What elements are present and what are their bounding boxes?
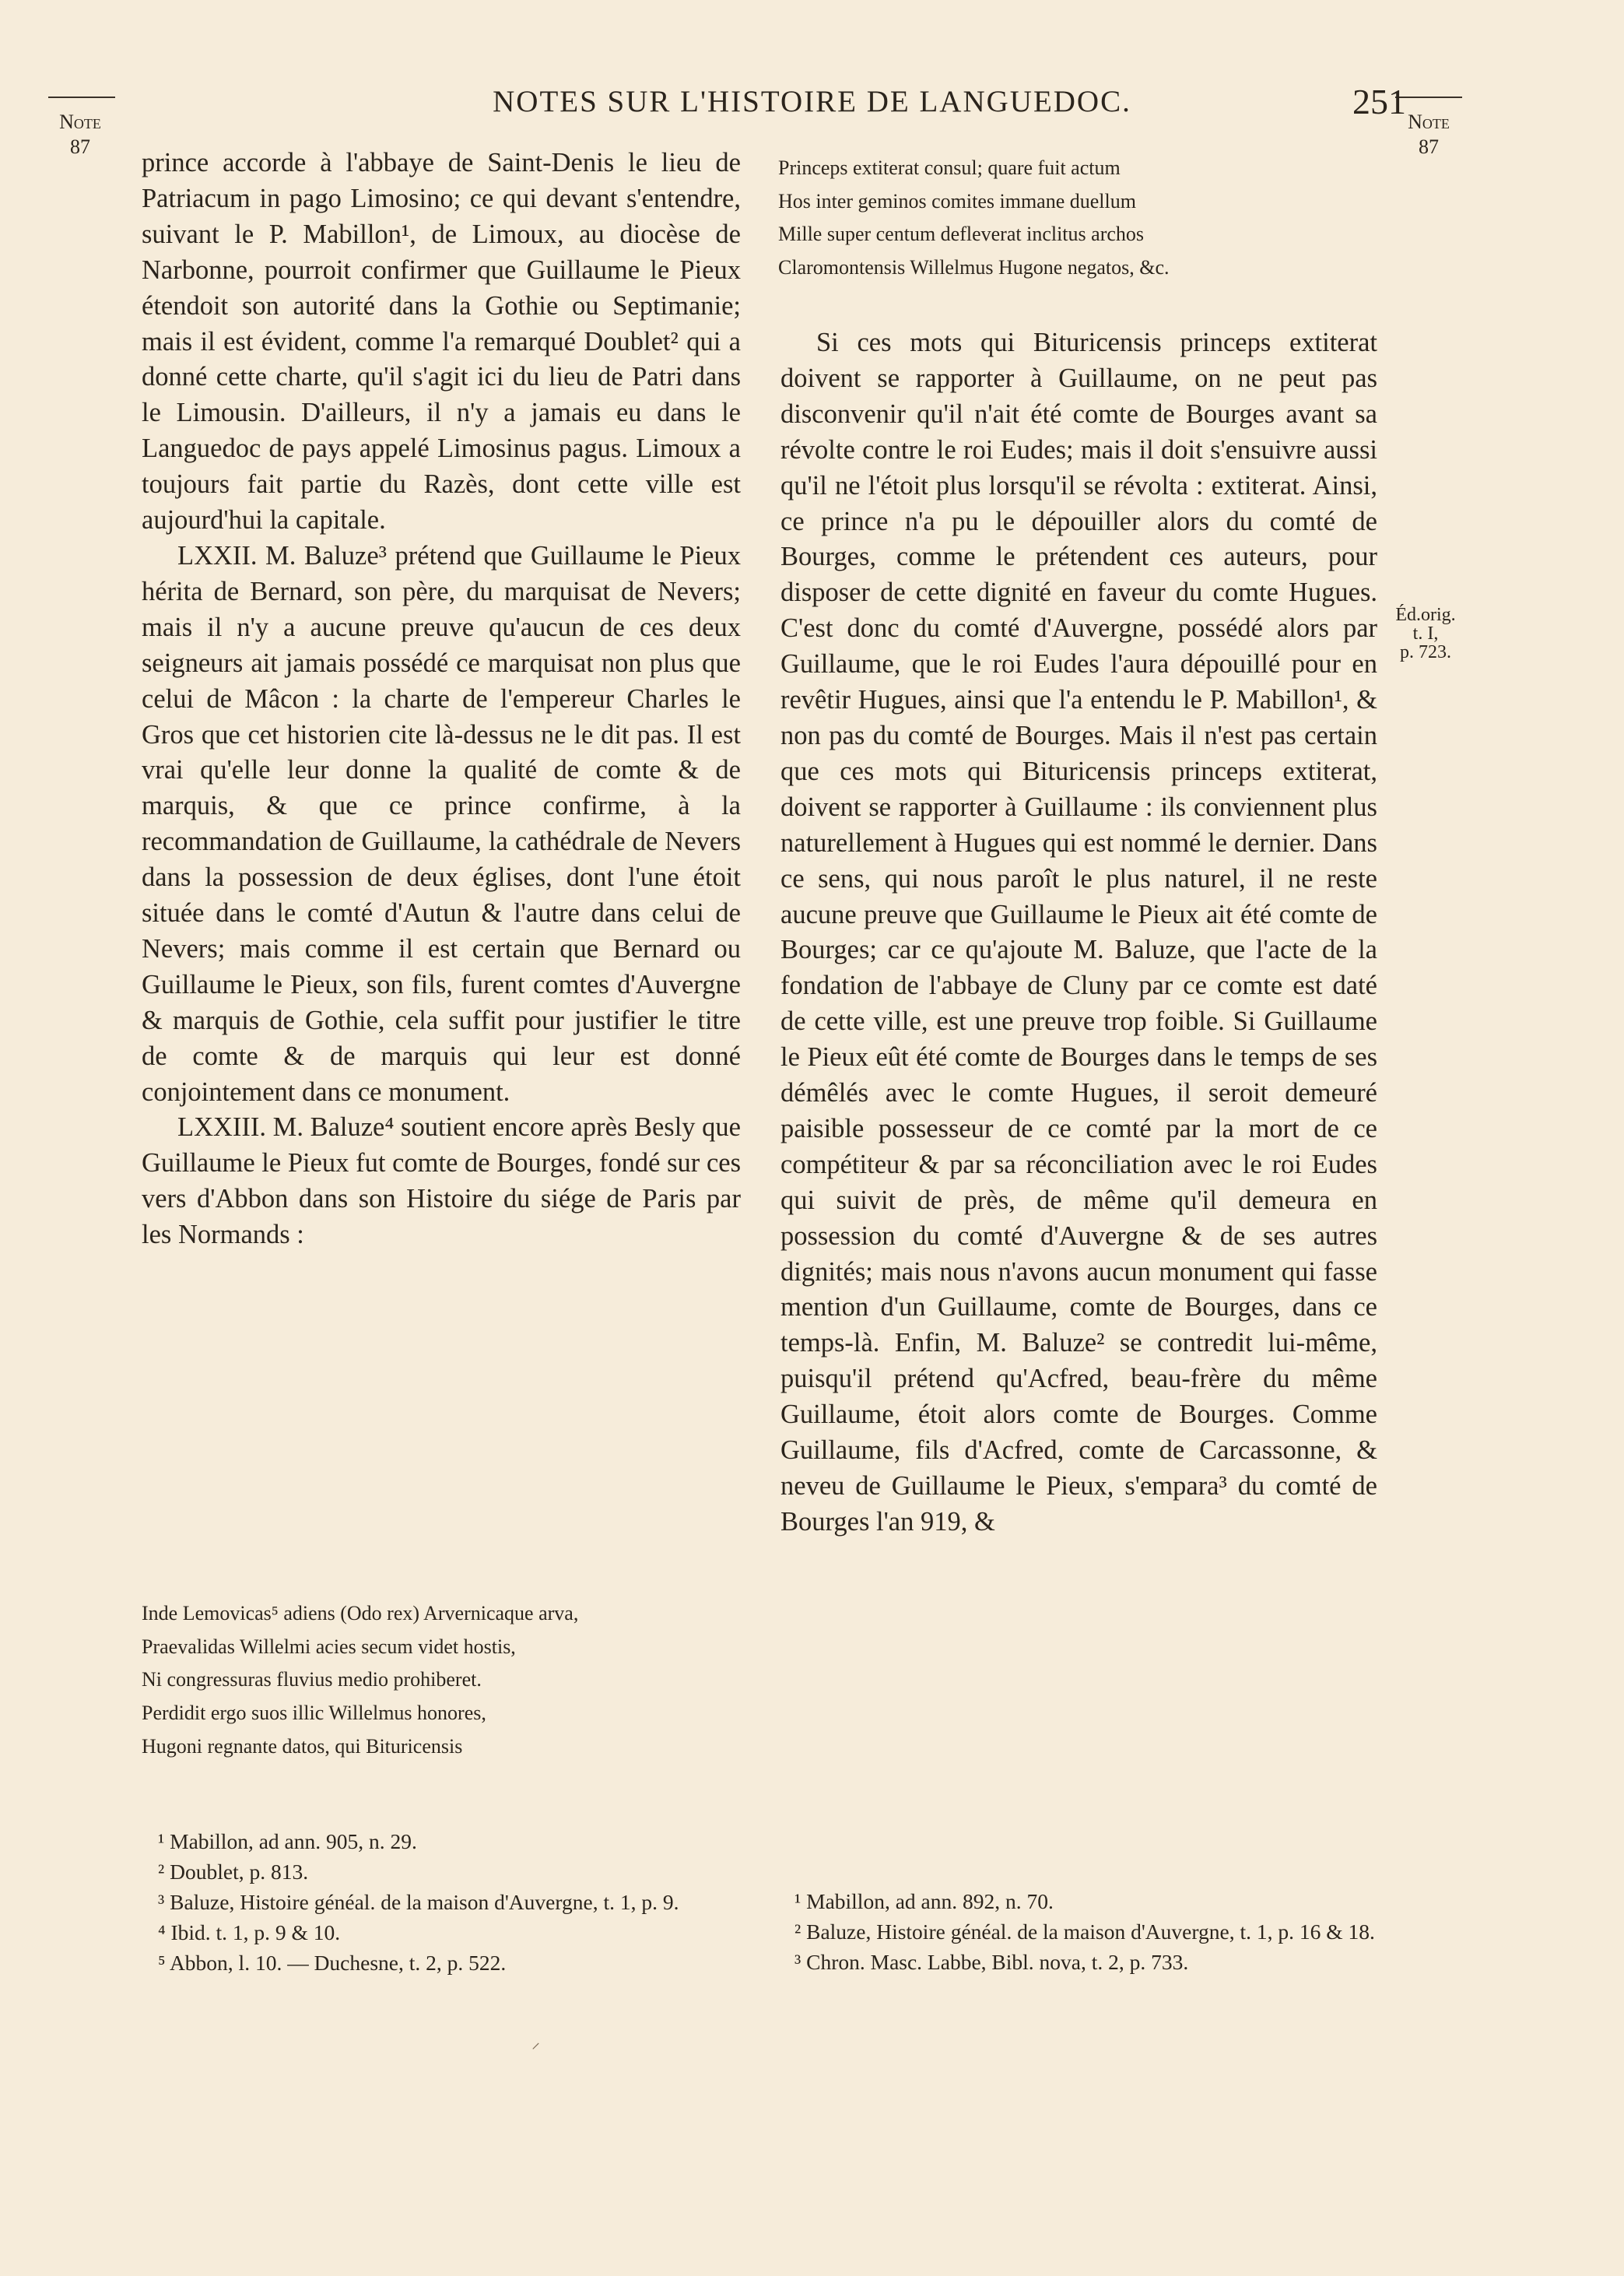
- verse-line: Hugoni regnante datos, qui Bituricensis: [142, 1734, 463, 1758]
- page-mark-glyph: ⸝: [531, 2032, 541, 2052]
- footnote: ¹ Mabillon, ad ann. 892, n. 70.: [794, 1889, 1054, 1913]
- verse-line: Mille super centum defleverat inclitus archos: [778, 223, 1145, 246]
- verse-line: Praevalidas Willelmi acies secum videt hostis,: [142, 1635, 516, 1658]
- paragraph: LXXIII. M. Baluze⁴ soutient encore après Besly que Guillaume le Pieux fut comte de Bourges, fondé sur ces vers d'Abbon dans son Histoire du siége de Paris par les Normands :: [142, 1112, 741, 1250]
- paragraph: Si ces mots qui Bituricensis princeps extiterat doivent se rapporter à Guillaume, on ne peut pas disconvenir qu'il n'ait été comte de Bourges avant sa révolte contre le roi Eudes; mais il doit s'ensuivre aussi qu'il ne l'étoit plus lorsqu'il se révolta : extiterat. Ainsi, ce prince n'a pu le dépouiller alors du comté de Bourges, comme le prétendent ces auteurs, pour disposer de cette dignité en faveur du comte Hugues. C'est donc du comté d'Auvergne, possédé alors par Guillaume, que le roi Eudes l'aura dépouillé pour en revêtir Hugues, ainsi que l'a entendu le P. Mabillon¹, & non pas du comté de Bourges. Mais il n'est pas certain que ces mots qui Bituricensis princeps extiterat, doivent se rapporter à Guillaume : ils conviennent plus naturellement à Hugues qui est nommé le dernier. Dans ce sens, qui nous paroît le plus naturel, il ne reste aucune preuve que Guillaume le Pieux ait été comte de Bourges; car ce qu'ajoute M. Baluze, que l'acte de la fondation de l'abbaye de Cluny par ce comte est daté de cette ville, est une preuve trop foible. Si Guillaume le Pieux eût été comte de Bourges dans le temps de ses démêlés avec le comte Hugues, il seroit demeuré paisible possesseur de ce comté par la mort de ce compétiteur & par sa réconciliation avec le roi Eudes qui suivit de près, de même qu'il demeura en possession du comté d'Auvergne & de ses autres dignités; mais nous n'avons aucun monument qui fasse mention d'un Guillaume, comte de Bourges, dans ce temps-là. Enfin, M. Baluze² se contredit lui-même, puisqu'il prétend qu'Acfred, beau-frère du même Guillaume, étoit alors comte de Bourges. Comme Guillaume, fils d'Acfred, comte de Carcassonne, & neveu de Guillaume le Pieux, s'empara³ du comté de Bourges l'an 919, &: [780, 328, 1377, 1537]
- verse-line: Ni congressuras fluvius medio prohiberet.: [142, 1668, 482, 1691]
- footnote: ⁴ Ibid. t. 1, p. 9 & 10.: [158, 1920, 341, 1944]
- footnotes-right: [779, 1886, 1382, 1977]
- footnotes-left: [142, 1826, 749, 1978]
- page-number: 251: [1352, 82, 1406, 121]
- running-title: NOTES SUR L'HISTOIRE DE LANGUEDOC.: [493, 85, 1131, 118]
- footnote: ³ Baluze, Histoire généal. de la maison d'Auvergne, t. 1, p. 9.: [158, 1890, 679, 1914]
- footnote: ² Baluze, Histoire généal. de la maison d'Auvergne, t. 1, p. 16 & 18.: [794, 1919, 1375, 1944]
- verse-line: Perdidit ergo suos illic Willelmus honores,: [142, 1702, 486, 1725]
- note-marker-left-number: 87: [70, 135, 90, 158]
- margin-ref-line: Éd.orig.: [1395, 605, 1456, 625]
- paragraph: prince accorde à l'abbaye de Saint-Denis le lieu de Patriacum in pago Limosino; ce qui devant s'entendre, suivant le P. Mabillon¹, de Limoux, au diocèse de Narbonne, pourroit confirmer que Guillaume le Pieux étendoit son autorité dans la Gothie ou Septimanie; mais il est évident, comme l'a remarqué Doublet² qui a donné cette charte, qu'il s'agit ici du lieu de Patri dans le Limousin. D'ailleurs, il n'y a jamais eu dans le Languedoc de pays appelé Limosinus pagus. Limoux a toujours fait partie du Razès, dont cette ville est aujourd'hui la capitale.: [142, 148, 741, 536]
- right-column: [780, 325, 1377, 1540]
- note-marker-right-label: Note: [1408, 111, 1450, 133]
- verse-block-left: [142, 1597, 749, 1764]
- note-marker-right-number: 87: [1419, 135, 1439, 158]
- verse-line: Hos inter geminos comites immane duellum: [778, 189, 1136, 212]
- note-marker-right: [1393, 110, 1464, 160]
- left-column: [142, 146, 741, 1253]
- verse-line: Princeps extiterat consul; quare fuit actum: [778, 156, 1121, 179]
- footnote: ¹ Mabillon, ad ann. 905, n. 29.: [158, 1829, 417, 1853]
- original-edition-reference: [1387, 606, 1464, 662]
- margin-ref-line: t. I,: [1412, 623, 1439, 644]
- footnote: ³ Chron. Masc. Labbe, Bibl. nova, t. 2, p. 733.: [794, 1950, 1189, 1974]
- verse-block-right: [778, 152, 1370, 285]
- note-marker-left-label: Note: [59, 111, 101, 133]
- footnote: ² Doublet, p. 813.: [158, 1860, 309, 1884]
- verse-line: Claromontensis Willelmus Hugone negatos, &c.: [778, 256, 1170, 279]
- margin-ref-line: p. 723.: [1400, 642, 1451, 662]
- paragraph: LXXII. M. Baluze³ prétend que Guillaume le Pieux hérita de Bernard, son père, du marquisat de Nevers; mais il n'y a aucune preuve qu'aucun de ces deux seigneurs ait jamais possédé ce marquisat non plus que celui de Mâcon : la charte de l'empereur Charles le Gros que cet historien cite là-dessus ne le dit pas. Il est vrai qu'elle leur donne la qualité de comte & de marquis, & que ce prince confirme, à la recommandation de Guillaume, la cathédrale de Nevers dans la possession de deux églises, dont l'une étoit située dans le comté d'Autun & l'autre dans celui de Nevers; mais comme il est certain que Bernard ou Guillaume le Pieux, son fils, furent comtes d'Auvergne & marquis de Gothie, cela suffit pour justifier le titre de comte & de marquis qui leur est donné conjointement dans ce monument.: [142, 540, 741, 1107]
- footnote: ⁵ Abbon, l. 10. — Duchesne, t. 2, p. 522.: [158, 1951, 507, 1975]
- verse-line: Inde Lemovicas⁵ adiens (Odo rex) Arvernicaque arva,: [142, 1602, 579, 1624]
